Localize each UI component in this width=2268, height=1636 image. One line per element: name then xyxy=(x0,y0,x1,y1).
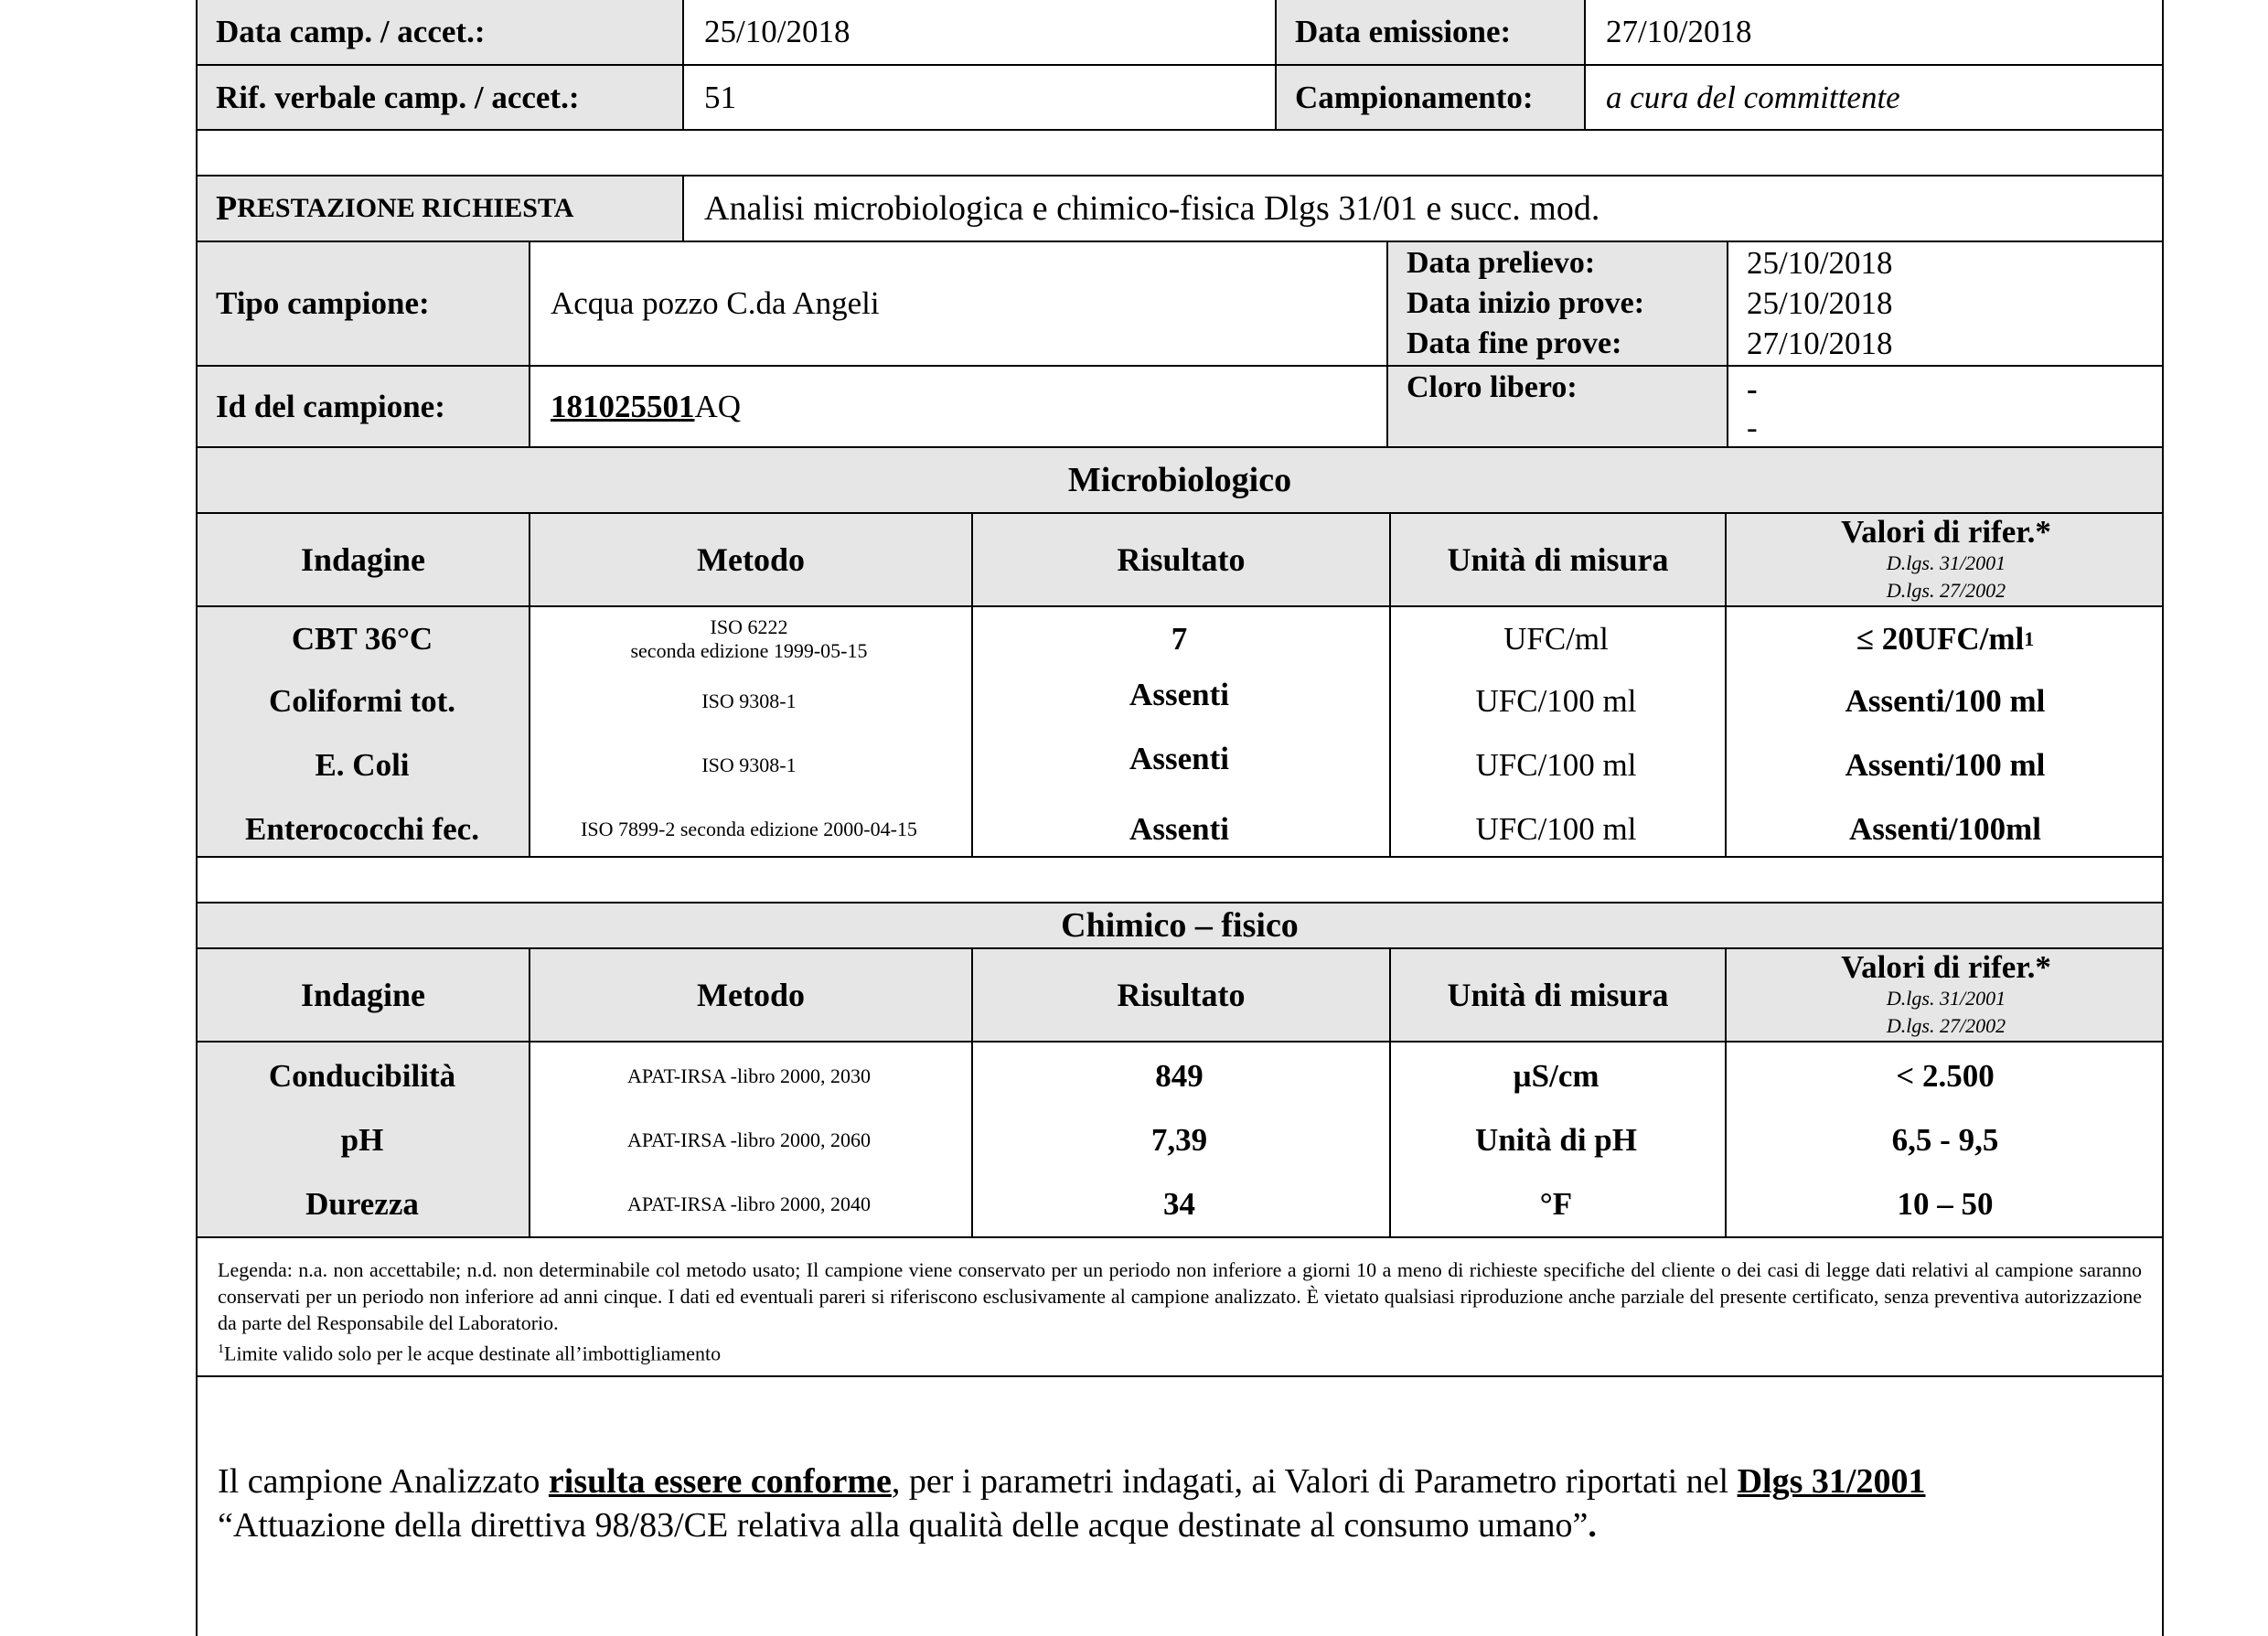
campionamento-label: Campionamento: xyxy=(1275,66,1584,129)
metodo-cell xyxy=(529,607,969,671)
col-metodo: Metodo xyxy=(529,949,971,1041)
data-prelievo-value: 25/10/2018 xyxy=(1747,245,1893,281)
conclusione-part3: , per i parametri indagati, ai Valori di Parametro riportati nel xyxy=(891,1462,1738,1501)
table-row xyxy=(198,1172,2162,1236)
col-valori xyxy=(1725,514,2166,605)
tipo-campione-value: Acqua pozzo C.da Angeli xyxy=(529,242,1401,365)
valore-cell: Assenti/100ml xyxy=(1849,811,2041,847)
tipo-campione-row xyxy=(196,241,2164,367)
indagine-cell: CBT 36°C xyxy=(291,621,433,657)
metodo-cell: APAT-IRSA -libro 2000, 2060 xyxy=(626,1128,872,1151)
data-fine-value: 27/10/2018 xyxy=(1747,326,1893,361)
unita-cell: Unità di pH xyxy=(1475,1122,1637,1158)
metodo-line2: seconda edizione 1999-05-15 xyxy=(630,639,868,662)
id-campione-code: 181025501 xyxy=(551,388,695,424)
indagine-cell: pH xyxy=(340,1122,384,1158)
indagine-cell: E. Coli xyxy=(315,747,410,783)
cloro-libero-label: Cloro libero: xyxy=(1386,367,1727,446)
risultato-cell: 7,39 xyxy=(1150,1122,1208,1158)
legenda-text: Legenda: n.a. non accettabile; n.d. non determinabile col metodo usato; Il campione viene conservato per un periodo non inferiore a giorni 10 a meno di richieste specifiche del cliente o dei casi di legge dati relativi al campione saranno conservati per un periodo non inferiore ad anni cinque. I dati ed eventuali pareri si riferiscono esclusivamente al campione analizzato. È vietato qualsiasi riproduzione anche parziale del presente certificato, senza preventiva autorizzazione da parte del Responsabile del Laboratorio. xyxy=(218,1258,2142,1334)
col-risultato: Risultato xyxy=(971,949,1389,1041)
risultato-cell: Assenti xyxy=(1129,741,1229,776)
header-row-dates xyxy=(196,0,2164,66)
prestazione-label xyxy=(198,176,682,241)
valore-cell: < 2.500 xyxy=(1896,1058,1995,1094)
table-row xyxy=(198,797,2162,861)
data-fine-label: Data fine prove: xyxy=(1407,326,1622,360)
prestazione-label-initial: P xyxy=(216,189,238,228)
metodo-cell: APAT-IRSA -libro 2000, 2030 xyxy=(626,1064,872,1087)
conclusione-part5: “Attuazione della direttiva 98/83/CE relativa alla qualità delle acque destinate al consumo umano” xyxy=(218,1506,1589,1545)
col-valori-sub2: D.lgs. 27/2002 xyxy=(1886,579,2006,602)
prestazione-row xyxy=(196,175,2164,242)
rif-verbale-label: Rif. verbale camp. / accet.: xyxy=(198,66,682,129)
header-row-verbale xyxy=(196,64,2164,131)
spacer-row xyxy=(196,129,2164,176)
unita-cell: µS/cm xyxy=(1513,1058,1599,1094)
data-emissione-value: 27/10/2018 xyxy=(1584,0,2166,64)
legenda-box xyxy=(196,1236,2164,1377)
id-campione-value xyxy=(529,367,1386,446)
conclusione-line1 xyxy=(218,1460,2142,1503)
date-prove-values xyxy=(1727,242,2166,365)
conclusione-dlgs: Dlgs 31/2001 xyxy=(1737,1462,1926,1501)
conclusione-text xyxy=(198,1460,2142,1547)
data-inizio-label: Data inizio prove: xyxy=(1407,286,1645,320)
conclusione-conforme: risulta essere conforme xyxy=(548,1462,892,1501)
rif-verbale-value: 51 xyxy=(682,66,1275,129)
table-row xyxy=(198,669,2162,733)
metodo-cell: ISO 7899-2 seconda edizione 2000-04-15 xyxy=(581,818,917,840)
spacer-row xyxy=(196,856,2164,904)
chimico-header-row xyxy=(196,947,2164,1043)
col-valori-sub2: D.lgs. 27/2002 xyxy=(1886,1014,2006,1037)
valore-footnote-mark: 1 xyxy=(2024,627,2035,650)
metodo-cell: ISO 9308-1 xyxy=(701,754,797,776)
risultato-cell: Assenti xyxy=(1129,677,1229,712)
col-unita: Unità di misura xyxy=(1389,949,1725,1041)
campionamento-value: a cura del committente xyxy=(1584,66,2166,129)
col-risultato: Risultato xyxy=(971,514,1389,605)
conclusione-period: . xyxy=(1588,1506,1597,1545)
col-valori-sub1: D.lgs. 31/2001 xyxy=(1886,551,2006,574)
valore-cell: 6,5 - 9,5 xyxy=(1891,1122,1999,1158)
valore-cell: Assenti/100 ml xyxy=(1845,747,2046,783)
id-campione-suffix: AQ xyxy=(694,388,742,424)
prestazione-label-rest: RESTAZIONE RICHIESTA xyxy=(237,193,574,223)
footnote-text: Limite valido solo per le acque destinate all’imbottigliamento xyxy=(224,1342,722,1365)
col-indagine: Indagine xyxy=(300,977,426,1013)
col-valori xyxy=(1725,949,2166,1041)
prestazione-value: Analisi microbiologica e chimico-fisica Dlgs 31/01 e succ. mod. xyxy=(682,176,2166,241)
microbiologico-data xyxy=(196,605,2164,858)
col-valori-sub1: D.lgs. 31/2001 xyxy=(1886,987,2006,1010)
valore-cell: 10 – 50 xyxy=(1897,1186,1994,1222)
id-campione-label: Id del campione: xyxy=(198,367,529,446)
data-inizio-value: 25/10/2018 xyxy=(1747,285,1893,321)
chimico-data xyxy=(196,1041,2164,1238)
data-camp-value: 25/10/2018 xyxy=(682,0,1275,64)
unita-cell: UFC/100 ml xyxy=(1475,747,1637,783)
conclusione-line2 xyxy=(218,1503,2142,1547)
microbiologico-header-row xyxy=(196,512,2164,607)
metodo-cell: ISO 9308-1 xyxy=(701,690,797,712)
indagine-cell: Conducibilità xyxy=(268,1058,456,1094)
risultato-cell: 34 xyxy=(1163,1186,1195,1222)
microbiologico-title-row xyxy=(196,446,2164,514)
unita-cell: UFC/100 ml xyxy=(1475,811,1637,847)
report-page xyxy=(196,0,2166,1636)
legenda-footnote xyxy=(218,1336,2142,1366)
table-row xyxy=(198,1044,2162,1108)
conclusione-part1: Il campione Analizzato xyxy=(218,1462,549,1501)
valore-cell: Assenti/100 ml xyxy=(1845,683,2046,719)
cloro-libero-values xyxy=(1727,367,2166,446)
indagine-cell: Coliformi tot. xyxy=(268,683,456,719)
col-indagine: Indagine xyxy=(300,541,426,578)
col-valori-title: Valori di rifer.* xyxy=(1841,514,2051,550)
col-unita: Unità di misura xyxy=(1389,514,1725,605)
metodo-cell: APAT-IRSA -libro 2000, 2040 xyxy=(626,1192,872,1215)
risultato-cell: 849 xyxy=(1155,1058,1204,1094)
unita-cell: UFC/ml xyxy=(1503,621,1609,657)
table-row xyxy=(198,607,2162,671)
risultato-cell: 7 xyxy=(1171,621,1188,657)
tipo-campione-label: Tipo campione: xyxy=(198,242,529,365)
cloro-value-1: - xyxy=(1747,371,1758,407)
legenda-content xyxy=(198,1238,2162,1385)
cloro-value-2: - xyxy=(1747,410,1758,445)
chimico-title: Chimico – fisico xyxy=(1061,906,1299,945)
risultato-cell: Assenti xyxy=(1129,811,1229,847)
table-row xyxy=(198,1108,2162,1172)
metodo-line1: ISO 6222 xyxy=(710,615,788,638)
col-valori-title: Valori di rifer.* xyxy=(1841,949,2051,985)
footnote-mark: 1 xyxy=(218,1342,224,1356)
chimico-title-row xyxy=(196,902,2164,949)
indagine-cell: Durezza xyxy=(305,1186,419,1222)
microbiologico-title: Microbiologico xyxy=(1067,461,1292,499)
col-metodo: Metodo xyxy=(529,514,971,605)
table-row xyxy=(198,733,2162,797)
unita-cell: UFC/100 ml xyxy=(1475,683,1637,719)
valore-text: ≤ 20UFC/ml xyxy=(1856,621,2025,657)
valore-cell xyxy=(1725,607,2166,671)
unita-cell: °F xyxy=(1539,1186,1573,1222)
indagine-cell: Enterococchi fec. xyxy=(245,811,479,847)
date-prove-labels xyxy=(1386,242,1727,365)
data-camp-label: Data camp. / accet.: xyxy=(198,0,682,64)
conclusione-box xyxy=(196,1375,2164,1636)
data-emissione-label: Data emissione: xyxy=(1275,0,1584,64)
id-campione-row xyxy=(196,365,2164,448)
data-prelievo-label: Data prelievo: xyxy=(1407,246,1596,280)
